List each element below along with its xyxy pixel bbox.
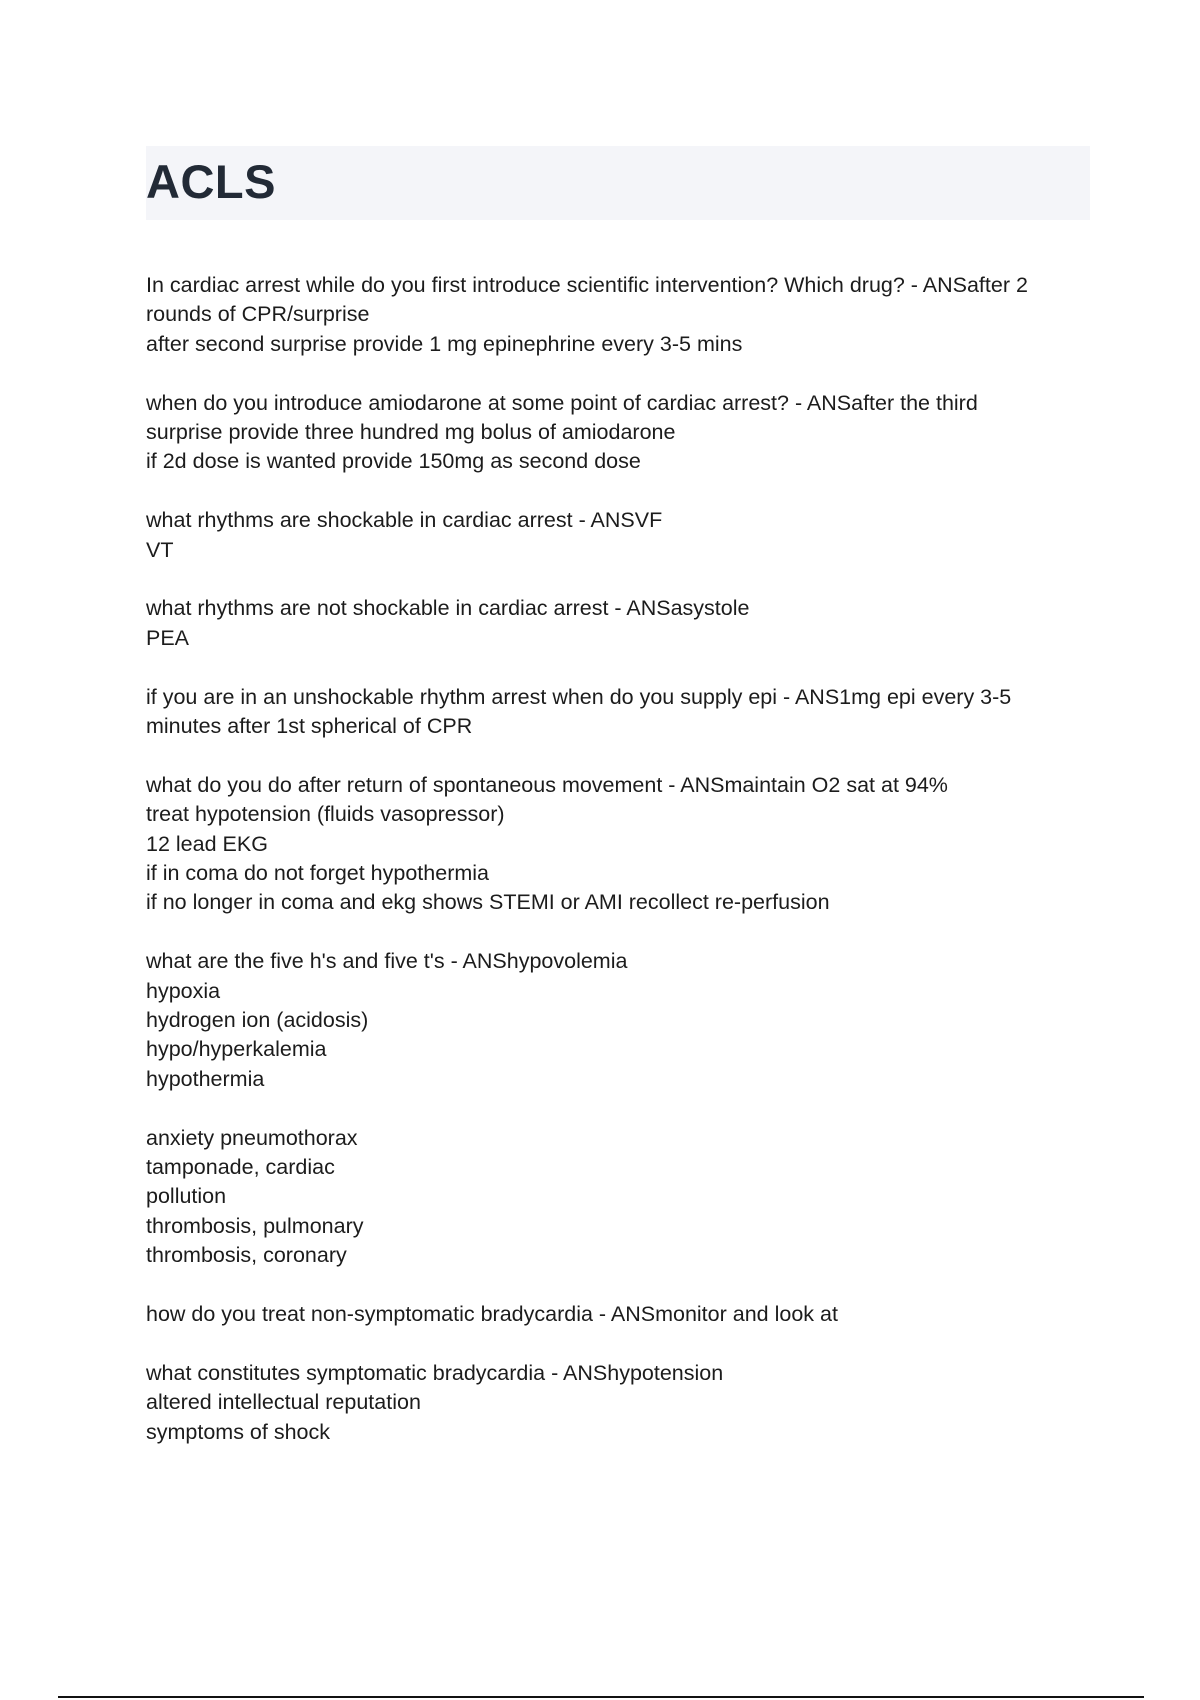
text-line: surprise provide three hundred mg bolus of amiodarone <box>146 420 676 445</box>
text-line: if you are in an unshockable rhythm arrest when do you supply epi - ANS1mg epi every 3-5 <box>146 684 1012 709</box>
qa-entry <box>146 1300 1090 1329</box>
text-line: minutes after 1st spherical of CPR <box>146 714 473 739</box>
text-line: rounds of CPR/surprise <box>146 302 370 327</box>
text-line: how do you treat non-symptomatic bradycardia - ANSmonitor and look at <box>146 1302 838 1327</box>
text-line: In cardiac arrest while do you first introduce scientific intervention? Which drug? - ANSafter 2 <box>146 273 1028 297</box>
text-line: if 2d dose is wanted provide 150mg as second dose <box>146 449 641 474</box>
text-line: what constitutes symptomatic bradycardia - ANShypotension <box>146 1360 724 1385</box>
text-line: what do you do after return of spontaneous movement - ANSmaintain O2 sat at 94% <box>146 772 948 797</box>
text-line: altered intellectual reputation <box>146 1390 421 1415</box>
text-line: hypothermia <box>146 1066 265 1091</box>
text-line: VT <box>146 537 174 562</box>
qa-entry <box>146 947 1090 1094</box>
qa-entry <box>146 683 1090 742</box>
text-line: when do you introduce amiodarone at some point of cardiac arrest? - ANSafter the third <box>146 390 978 415</box>
text-line: hypoxia <box>146 978 221 1003</box>
text-line: what rhythms are shockable in cardiac arrest - ANSVF <box>146 508 663 533</box>
document-body <box>146 271 1090 1477</box>
qa-entry <box>146 506 1090 565</box>
text-line: thrombosis, pulmonary <box>146 1213 364 1238</box>
footer-divider <box>58 1696 1144 1698</box>
text-line: tamponade, cardiac <box>146 1155 335 1180</box>
qa-entry <box>146 389 1090 477</box>
text-line: after second surprise provide 1 mg epinephrine every 3-5 mins <box>146 331 743 356</box>
text-line: symptoms of shock <box>146 1419 330 1444</box>
qa-entry <box>146 771 1090 918</box>
text-line: if in coma do not forget hypothermia <box>146 861 489 886</box>
title-band <box>146 146 1090 220</box>
text-line: PEA <box>146 625 190 650</box>
qa-entry <box>146 1124 1090 1271</box>
page-title: ACLS <box>146 155 276 208</box>
text-line: hypo/hyperkalemia <box>146 1037 327 1062</box>
text-line: treat hypotension (fluids vasopressor) <box>146 802 505 827</box>
qa-entry <box>146 271 1090 359</box>
qa-entry <box>146 594 1090 653</box>
text-line: pollution <box>146 1184 227 1209</box>
text-line: 12 lead EKG <box>146 831 268 856</box>
qa-entry <box>146 1359 1090 1447</box>
text-line: hydrogen ion (acidosis) <box>146 1008 369 1033</box>
text-line: if no longer in coma and ekg shows STEMI or AMI recollect re-perfusion <box>146 890 830 915</box>
text-line: what rhythms are not shockable in cardiac arrest - ANSasystole <box>146 596 750 621</box>
text-line: what are the five h's and five t's - ANShypovolemia <box>146 949 628 974</box>
text-line: anxiety pneumothorax <box>146 1125 358 1150</box>
text-line: thrombosis, coronary <box>146 1243 347 1268</box>
